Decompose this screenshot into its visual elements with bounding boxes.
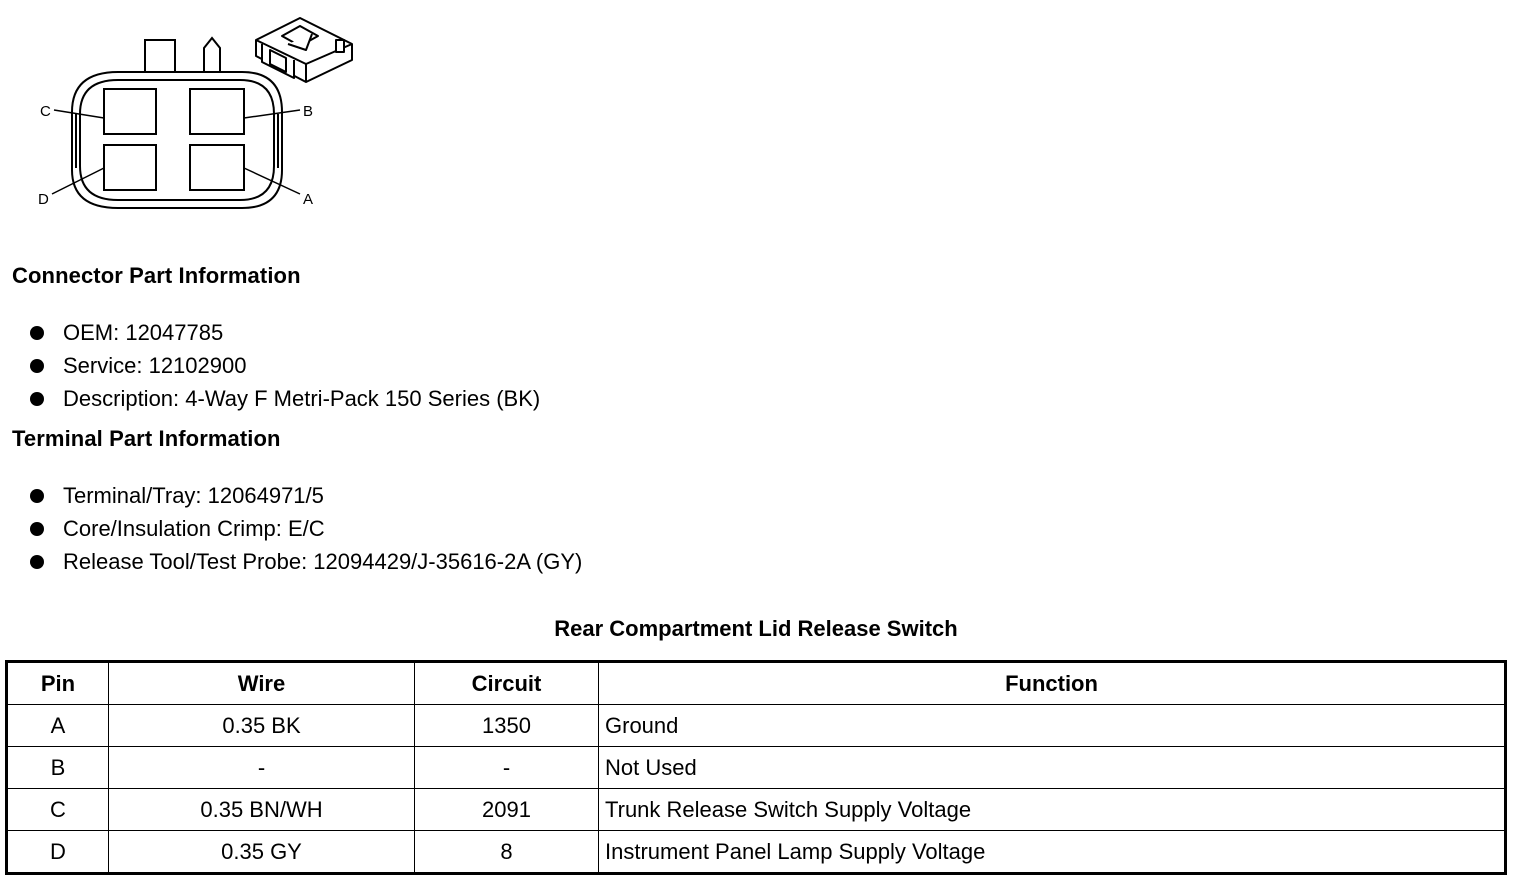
list-item-text: Description: 4-Way F Metri-Pack 150 Series (BK) [63,386,541,411]
cell-wire: 0.35 BN/WH [109,789,415,831]
pinout-table [5,660,1507,875]
cell-pin: A [7,705,109,747]
cell-wire: 0.35 BK [109,705,415,747]
cell-circuit: 8 [415,831,599,874]
pin-label-d: D [38,191,49,208]
pin-label-c: C [40,103,51,120]
cell-circuit: 1350 [415,705,599,747]
table-row [7,789,1506,831]
cell-wire: 0.35 GY [109,831,415,874]
pin-label-b: B [303,103,314,120]
table-title: Rear Compartment Lid Release Switch [554,616,958,641]
list-item [30,382,540,415]
bullet-icon [30,359,44,373]
bullet-icon [30,392,44,406]
table-row [7,831,1506,874]
bullet-icon [30,489,44,503]
cell-function: Instrument Panel Lamp Supply Voltage [599,831,1506,874]
pin-label-a: A [303,191,314,208]
cell-wire: - [109,747,415,789]
table-header-row [7,662,1506,705]
bullet-icon [30,326,44,340]
connector-part-heading: Connector Part Information [12,263,301,288]
cell-circuit: - [415,747,599,789]
header-pin: Pin [7,662,109,705]
table-row [7,705,1506,747]
list-item-text: Release Tool/Test Probe: 12094429/J-35616-2A (GY) [63,549,583,574]
connector-part-list [30,316,540,415]
terminal-part-list [30,479,582,578]
bullet-icon [30,522,44,536]
header-circuit: Circuit [415,662,599,705]
header-wire: Wire [109,662,415,705]
cell-pin: B [7,747,109,789]
terminal-part-heading: Terminal Part Information [12,426,281,451]
cell-function: Trunk Release Switch Supply Voltage [599,789,1506,831]
list-item [30,316,540,349]
list-item-text: Terminal/Tray: 12064971/5 [63,483,324,508]
cell-function: Not Used [599,747,1506,789]
list-item-text: Service: 12102900 [63,353,247,378]
list-item-text: Core/Insulation Crimp: E/C [63,516,325,541]
cell-circuit: 2091 [415,789,599,831]
cell-pin: C [7,789,109,831]
table-row [7,747,1506,789]
list-item [30,512,582,545]
list-item [30,479,582,512]
connector-diagram [30,8,370,218]
list-item [30,545,582,578]
cell-function: Ground [599,705,1506,747]
header-function: Function [599,662,1506,705]
bullet-icon [30,555,44,569]
list-item [30,349,540,382]
list-item-text: OEM: 12047785 [63,320,224,345]
cell-pin: D [7,831,109,874]
